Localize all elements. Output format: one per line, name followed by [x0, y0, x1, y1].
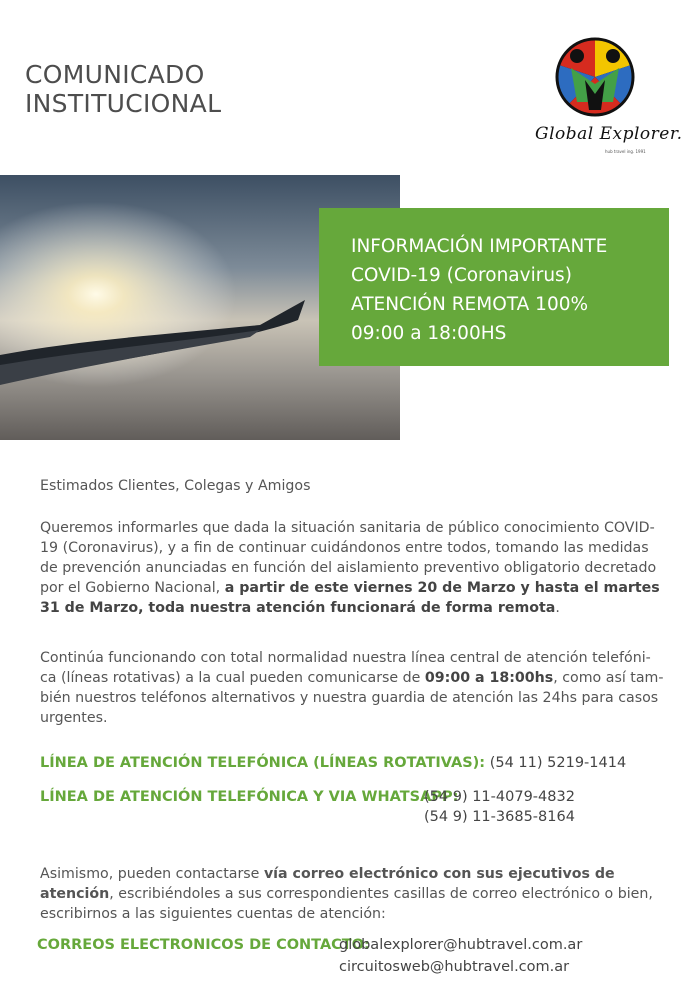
p2-text-a: Continúa funcionando con total normalidad nuestra línea central de atención telefóni-ca (líneas rotativas) a la cual pueden comunicarse de: [40, 650, 651, 686]
whatsapp-number-1: (54 9) 11-4079-4832: [424, 789, 575, 805]
logo-wordmark: Global Explorer.: [535, 124, 683, 144]
title-line-1: COMUNICADO: [25, 60, 205, 89]
p1-bold-text: a partir de este viernes 20 de Marzo y hasta el martes 31 de Marzo, toda nuestra atención funcionará de forma remota: [40, 580, 660, 616]
page-title: [25, 60, 221, 118]
important-info-box: [319, 208, 669, 366]
rotativas-label: LÍNEA DE ATENCIÓN TELEFÓNICA (LÍNEAS ROTATIVAS):: [40, 755, 486, 771]
whatsapp-label: LÍNEA DE ATENCIÓN TELEFÓNICA Y VIA WHATSAPP:: [40, 789, 459, 805]
p2-text-b: , como así tam-bién nuestros teléfonos alternativos y nuestra guardia de atención las 24hs para casos urgentes.: [40, 670, 664, 726]
info-line-2: COVID-19 (Coronavirus): [351, 265, 572, 286]
info-line-3: ATENCIÓN REMOTA 100%: [351, 294, 589, 315]
p2-bold-text: 09:00 a 18:00hs: [424, 670, 554, 686]
info-line-1: INFORMACIÓN IMPORTANTE: [351, 236, 608, 257]
p1-text: Queremos informarles que dada la situación sanitaria de público conocimiento COVID-19 (Coronavirus), y a fin de continuar cuidándonos entre todos, tomando las medidas de prevención anunciadas en función del aislamiento preventivo obligatorio decretado por el Gobierno Nacional,: [40, 520, 657, 596]
paragraph-1: [40, 518, 665, 618]
email-line: [37, 937, 370, 953]
email-label: CORREOS ELECTRONICOS DE CONTACTO:: [37, 937, 370, 953]
p3-text-b: , escribiéndoles a sus correspondientes casillas de correo electrónico o bien, escribirnos a las siguientes cuentas de atención:: [40, 886, 653, 923]
p3-text-a: Asimismo, pueden contactarse: [40, 866, 264, 883]
global-explorer-logo: [535, 32, 685, 162]
p3-bold-text: vía correo electrónico con sus ejecutivos de atención: [40, 866, 615, 903]
logo-emblem-icon: [535, 32, 685, 127]
logo-subtext: hub travel ing. 1991: [605, 149, 646, 154]
paragraph-3: [40, 864, 665, 924]
info-line-4: 09:00 a 18:00HS: [351, 323, 507, 344]
greeting: Estimados Clientes, Colegas y Amigos: [40, 478, 311, 494]
title-line-2: INSTITUCIONAL: [25, 89, 222, 118]
whatsapp-number-2: (54 9) 11-3685-8164: [424, 809, 575, 825]
whatsapp-line: [40, 789, 458, 805]
paragraph-2: [40, 648, 665, 728]
rotativas-number: (54 11) 5219-1414: [489, 755, 627, 771]
email-2: circuitosweb@hubtravel.com.ar: [339, 959, 570, 975]
email-1: globalexplorer@hubtravel.com.ar: [339, 937, 583, 953]
rotativas-line: [40, 755, 626, 771]
p1-end: .: [555, 600, 560, 616]
